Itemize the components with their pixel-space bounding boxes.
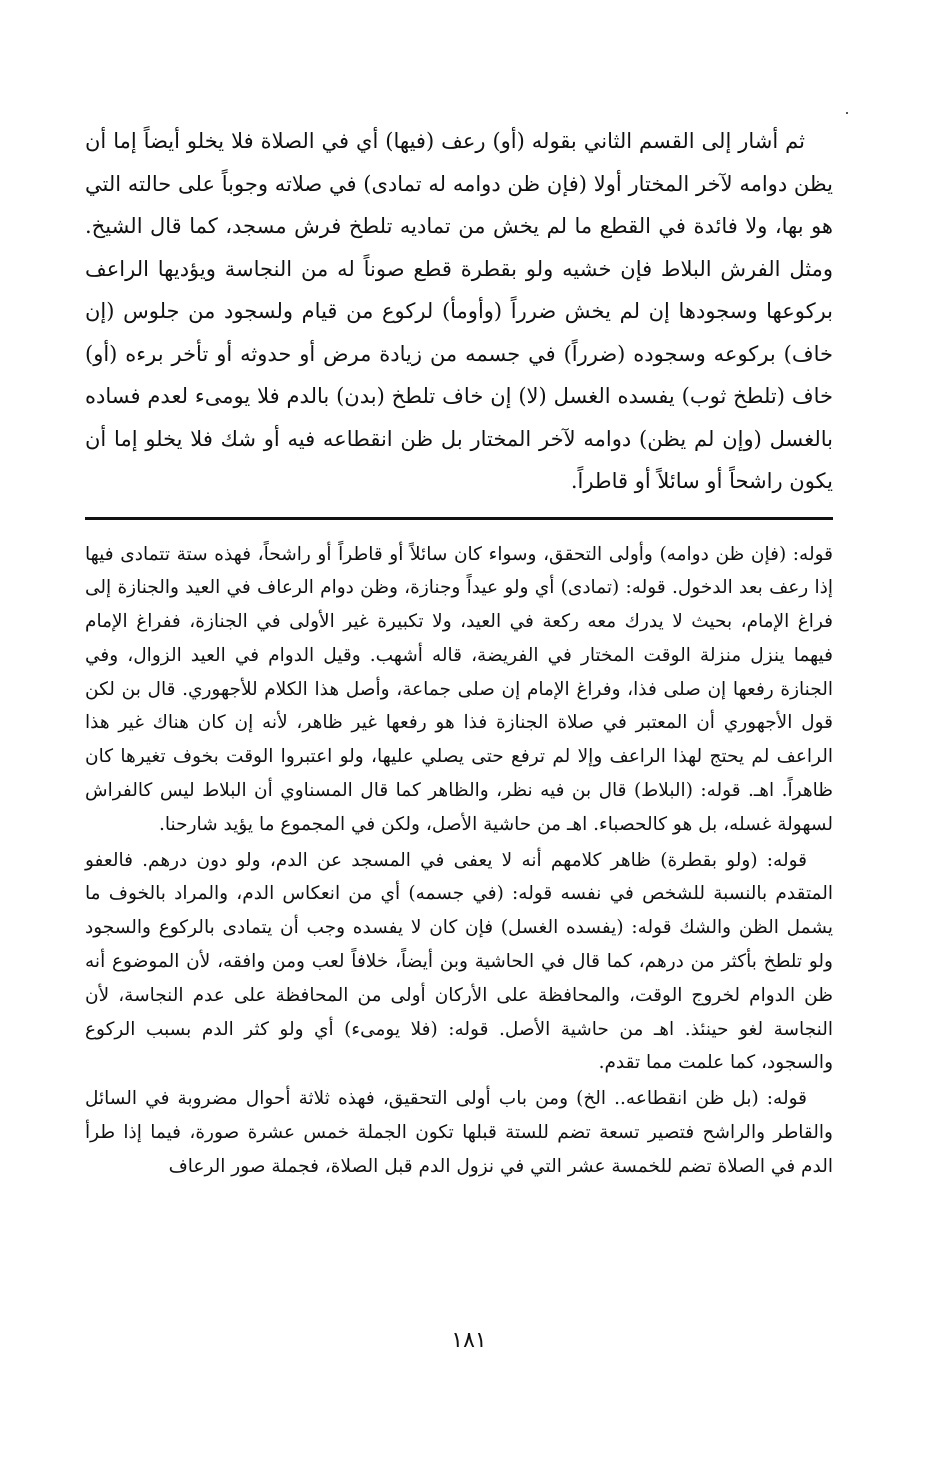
page-number: ١٨١ bbox=[451, 1328, 487, 1353]
main-text-block bbox=[85, 120, 833, 503]
commentary-paragraph-1: قوله: (فإن ظن دوامه) وأولى التحقق، وسواء كان سائلاً أو قاطراً أو راشحاً، فهذه ستة تتمادى فيها إذا رعف بعد الدخول. قوله: (تمادى) أي ولو عيداً وجنازة، وظن دوام الرعاف في العيد والجنازة إلى فراغ الإمام، بحيث لا يدرك معه ركعة في العيد، ولا تكبيرة غير الأولى في الجنازة، ففراغ الإمام فيهما ينزل منزلة الوقت المختار في الفريضة، قاله أشهب. وقيل الدوام في العيد الزوال، وفي الجنازة رفعها إن صلى فذا، وفراغ الإمام إن صلى جماعة، وأصل هذا الكلام للأجهوري. قال بن لكن قول الأجهوري أن المعتبر في صلاة الجنازة فذا هو رفعها غير ظاهر، لأنه إن كان هناك غير هذا الراعف لم يحتج لهذا الراعف وإلا لم ترفع حتى يصلي عليها، ولو اعتبروا الوقت بخوف تغيرها كان ظاهراً. اهـ. قوله: (البلاط) قال بن فيه نظر، والظاهر كما قال المسناوي أن البلاط ليس كالفراش لسهولة غسله، بل هو كالحصباء. اهـ من حاشية الأصل، ولكن في المجموع ما يؤيد شارحنا. bbox=[85, 543, 833, 835]
commentary-block bbox=[85, 538, 833, 1184]
commentary-paragraph-3: قوله: (بل ظن انقطاعه.. الخ) ومن باب أولى التحقيق، فهذه ثلاثة أحوال مضروبة في السائل والقاطر والراشح فتصير تسعة تضم للستة قبلها تكون الجملة خمس عشرة صورة، فيما إذا طرأ الدم في الصلاة تضم للخمسة عشر التي في نزول الدم قبل الصلاة، فجملة صور الرعاف bbox=[85, 1088, 833, 1177]
footnote-divider bbox=[85, 517, 833, 520]
edge-mark bbox=[846, 112, 848, 114]
commentary-paragraph-2: قوله: (ولو بقطرة) ظاهر كلامهم أنه لا يعفى في المسجد عن الدم، ولو دون درهم. فالعفو المتقدم بالنسبة للشخص في نفسه قوله: (في جسمه) أي من انعكاس الدم، والمراد بالخوف ما يشمل الظن والشك قوله: (يفسده الغسل) فإن كان لا يفسده وجب أن يتمادى بالركوع والسجود ولو تلطخ بأكثر من درهم، كما قال في الحاشية وبن أيضاً، خلافاً لعب ومن وافقه، لأن الموضوع أنه ظن الدوام لخروج الوقت، والمحافظة على الأركان أولى من المحافظة على عدم النجاسة، لأن النجاسة لغو حينئذ. اهـ من حاشية الأصل. قوله: (فلا يومىء) أي ولو كثر الدم بسبب الركوع والسجود، كما علمت مما تقدم. bbox=[85, 849, 833, 1074]
book-page bbox=[85, 120, 833, 1186]
main-paragraph: ثم أشار إلى القسم الثاني بقوله (أو) رعف (فيها) أي في الصلاة فلا يخلو أيضاً إما أن يظن دوامه لآخر المختار أولا (فإن ظن دوامه له تمادى) في صلاته وجوباً على حالته التي هو بها، ولا فائدة في القطع ما لم يخش من تماديه تلطخ فرش مسجد، كما قال الشيخ. ومثل الفرش البلاط فإن خشيه ولو بقطرة قطع صوناً له من النجاسة ويؤديها الراعف بركوعها وسجودها إن لم يخش ضرراً (وأومأ) لركوع من قيام ولسجود من جلوس (إن خاف) بركوعه وسجوده (ضرراً) في جسمه من زيادة مرض أو حدوثه أو تأخر برءه (أو) خاف (تلطخ ثوب) يفسده الغسل (لا) إن خاف تلطخ (بدن) بالدم فلا يومىء لعدم فساده بالغسل (وإن لم يظن) دوامه لآخر المختار بل ظن انقطاعه فيه أو شك فلا يخلو إما أن يكون راشحاً أو سائلاً أو قاطراً. bbox=[85, 129, 833, 493]
